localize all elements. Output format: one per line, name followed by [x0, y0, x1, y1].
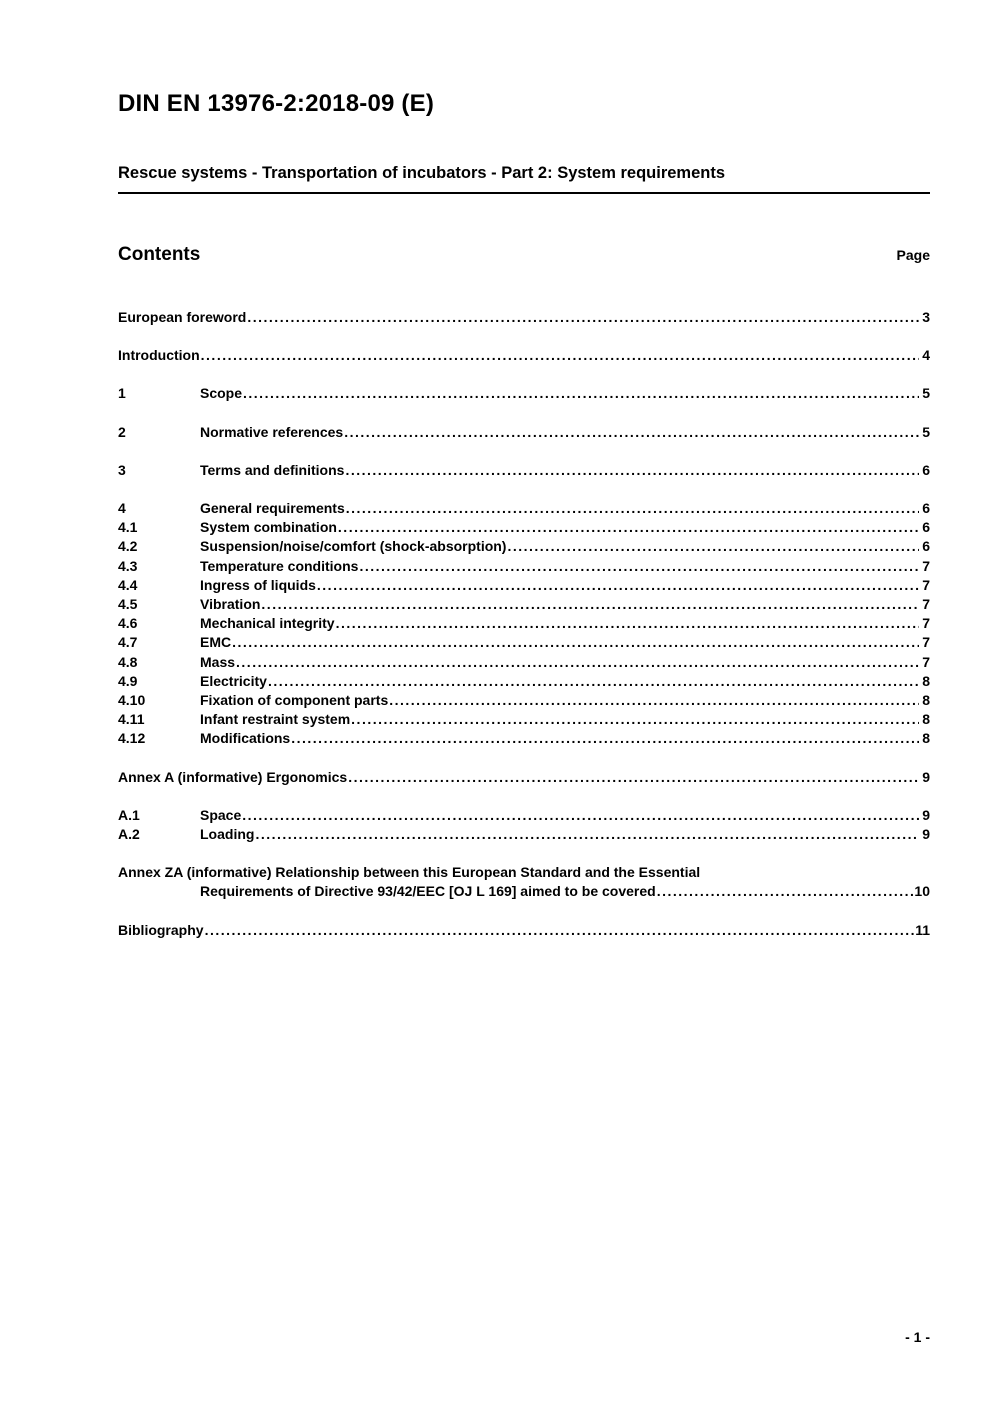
toc-entry-page: 6: [922, 461, 930, 478]
toc-entry-page: 7: [922, 596, 930, 613]
toc-entry-line: [118, 461, 930, 480]
toc-entry-body: [200, 614, 930, 633]
toc-dot-leader: [348, 768, 919, 787]
document-subtitle: Rescue systems - Transportation of incubators - Part 2: System requirements: [118, 164, 930, 194]
toc-entry-number: 4.5: [118, 596, 138, 613]
contents-header: [118, 244, 930, 266]
toc-entry-body: [200, 537, 930, 556]
toc-entry-line: [118, 384, 930, 403]
toc-dot-leader: [268, 672, 919, 691]
toc-entry: [118, 729, 930, 748]
toc-entry-body: [200, 499, 930, 518]
toc-entry-body: [200, 576, 930, 595]
toc-dot-leader: [247, 308, 919, 327]
toc-entry-label: Fixation of component parts: [200, 692, 389, 709]
document-title: DIN EN 13976-2:2018-09 (E): [118, 90, 435, 117]
toc-entry: [118, 308, 930, 327]
toc-entry-label: European foreword: [118, 309, 247, 325]
toc-entry: [118, 595, 930, 614]
toc-entry-page: 6: [922, 500, 930, 517]
toc-entry-page: 11: [915, 921, 930, 938]
toc-dot-leader: [344, 423, 919, 442]
table-of-contents: [118, 308, 930, 940]
toc-dot-leader: [336, 614, 919, 633]
toc-entry-label: Mechanical integrity: [200, 615, 335, 632]
toc-entry-body: [200, 518, 930, 537]
toc-dot-leader: [507, 537, 919, 556]
toc-entry-body: [200, 691, 930, 710]
toc-entry-label: Temperature conditions: [200, 557, 359, 574]
toc-entry-line: [118, 557, 930, 576]
toc-entry-body: [118, 921, 930, 940]
toc-entry-number: 4.10: [118, 692, 146, 709]
toc-entry: [118, 499, 930, 518]
toc-entry-label: Suspension/noise/comfort (shock-absorption): [200, 538, 507, 555]
toc-dot-leader: [243, 384, 919, 403]
toc-entry-number: 4.3: [118, 557, 138, 574]
toc-entry-line: [118, 423, 930, 442]
toc-entry-label: Electricity: [200, 672, 267, 689]
toc-entry-label: Annex ZA (informative) Relationship between this European Standard and the Essential: [118, 864, 701, 881]
toc-entry-line: [118, 710, 930, 729]
toc-entry-body: [118, 346, 930, 365]
toc-entry-line: [118, 691, 930, 710]
toc-entry-number: 4.11: [118, 711, 145, 728]
toc-entry-line: [118, 499, 930, 518]
toc-entry-label: Loading: [200, 826, 255, 843]
toc-entry-page: 6: [922, 519, 930, 536]
toc-entry: [118, 633, 930, 652]
toc-entry-label: Scope: [200, 385, 243, 402]
toc-entry-body: [200, 384, 930, 403]
toc-entry-body: [118, 768, 930, 787]
toc-entry-line: [118, 672, 930, 691]
toc-entry-line: [118, 633, 930, 652]
toc-entry-page: 5: [922, 385, 930, 402]
toc-entry-body: [200, 672, 930, 691]
toc-entry-page: 10: [914, 883, 930, 900]
toc-dot-leader: [201, 346, 919, 365]
toc-entry-label: Mass: [200, 653, 236, 670]
toc-entry-number: 4.6: [118, 615, 138, 632]
toc-entry-body: [200, 633, 930, 652]
toc-dot-leader: [255, 825, 919, 844]
page-number-footer: - 1 -: [905, 1329, 930, 1345]
toc-entry-body: [200, 729, 930, 748]
toc-entry-page: 7: [922, 634, 930, 651]
toc-entry-body: [118, 863, 930, 882]
toc-entry-label: Infant restraint system: [200, 711, 351, 728]
toc-entry-label: Bibliography: [118, 921, 204, 938]
toc-entry: [118, 825, 930, 844]
toc-entry-body: [118, 308, 930, 327]
toc-entry-body: [200, 653, 930, 672]
toc-entry-label: Requirements of Directive 93/42/EEC [OJ L 169] aimed to be covered: [200, 883, 656, 900]
toc-entry-label: Vibration: [200, 596, 261, 613]
toc-entry-number: A.2: [118, 826, 140, 843]
toc-entry-page: 7: [922, 653, 930, 670]
toc-entry-line: [118, 729, 930, 748]
toc-entry-page: 5: [922, 423, 930, 440]
toc-entry-page: 6: [922, 538, 930, 555]
toc-entry-line: [118, 806, 930, 825]
toc-entry-label: Normative references: [200, 423, 344, 440]
toc-entry-body: [200, 882, 930, 901]
toc-dot-leader: [657, 882, 914, 901]
toc-entry-label: EMC: [200, 634, 232, 651]
toc-entry-label: General requirements: [200, 500, 345, 517]
toc-dot-leader: [351, 710, 919, 729]
toc-entry: [118, 384, 930, 403]
toc-entry-page: 7: [922, 576, 930, 593]
toc-entry-number: 1: [118, 385, 126, 402]
toc-entry: [118, 518, 930, 537]
toc-entry-line: [118, 882, 930, 901]
toc-entry: [118, 672, 930, 691]
toc-entry-page: 9: [922, 826, 930, 843]
toc-entry-line: [118, 595, 930, 614]
toc-entry-page: 8: [922, 711, 930, 728]
toc-entry-number: 4.1: [118, 519, 138, 536]
toc-entry-number: 2: [118, 423, 126, 440]
toc-entry-body: [200, 710, 930, 729]
toc-dot-leader: [291, 729, 919, 748]
toc-dot-leader: [232, 633, 919, 652]
toc-dot-leader: [205, 921, 915, 940]
toc-entry-body: [200, 461, 930, 480]
toc-dot-leader: [317, 576, 919, 595]
toc-entry-label: Space: [200, 806, 242, 823]
toc-entry-label: System combination: [200, 519, 337, 536]
toc-entry-line: [118, 825, 930, 844]
toc-entry-body: [200, 557, 930, 576]
toc-entry: [118, 710, 930, 729]
toc-entry-number: 3: [118, 461, 126, 478]
toc-entry: [118, 691, 930, 710]
toc-entry-number: 4: [118, 500, 126, 517]
toc-entry-page: 8: [922, 730, 930, 747]
toc-entry-body: [200, 806, 930, 825]
toc-entry-line: [118, 537, 930, 556]
toc-entry-label: Modifications: [200, 730, 291, 747]
toc-entry-line: [118, 308, 930, 327]
toc-entry: [118, 863, 930, 901]
toc-entry-number: 4.7: [118, 634, 138, 651]
toc-entry: [118, 653, 930, 672]
contents-heading: Contents: [118, 244, 201, 265]
toc-entry-page: 7: [922, 557, 930, 574]
toc-entry-page: 9: [922, 806, 930, 823]
toc-dot-leader: [236, 653, 919, 672]
toc-entry-page: 7: [922, 615, 930, 632]
toc-entry-page: 8: [922, 692, 930, 709]
toc-entry: [118, 346, 930, 365]
toc-entry-number: 4.2: [118, 538, 138, 555]
toc-entry-line: [118, 653, 930, 672]
toc-entry-line: [118, 576, 930, 595]
toc-entry-page: 8: [922, 672, 930, 689]
toc-entry-line: [118, 518, 930, 537]
toc-entry: [118, 921, 930, 940]
toc-entry-number: 4.8: [118, 653, 138, 670]
toc-dot-leader: [359, 557, 919, 576]
toc-dot-leader: [345, 461, 919, 480]
toc-entry-number: 4.12: [118, 730, 146, 747]
toc-entry: [118, 768, 930, 787]
toc-entry: [118, 557, 930, 576]
toc-entry-body: [200, 825, 930, 844]
toc-dot-leader: [338, 518, 919, 537]
toc-entry-label: Annex A (informative) Ergonomics: [118, 768, 348, 785]
toc-entry-line: [118, 921, 930, 940]
toc-dot-leader: [261, 595, 919, 614]
toc-entry: [118, 537, 930, 556]
toc-entry-line: [118, 863, 930, 882]
toc-dot-leader: [346, 499, 919, 518]
toc-entry-label: Introduction: [118, 347, 200, 364]
toc-entry-body: [200, 423, 930, 442]
toc-entry-label: Ingress of liquids: [200, 576, 316, 593]
toc-dot-leader: [242, 806, 919, 825]
toc-entry-line: [118, 346, 930, 365]
toc-entry-number: 4.4: [118, 576, 138, 593]
toc-entry-page: 9: [922, 768, 930, 785]
toc-entry-page: 3: [922, 309, 930, 325]
toc-entry-number: 4.9: [118, 672, 138, 689]
page-column-label: Page: [896, 247, 930, 263]
toc-entry: [118, 576, 930, 595]
toc-entry: [118, 423, 930, 442]
toc-entry-label: Terms and definitions: [200, 461, 345, 478]
toc-dot-leader: [389, 691, 919, 710]
toc-entry-line: [118, 768, 930, 787]
toc-entry: [118, 461, 930, 480]
toc-entry: [118, 806, 930, 825]
toc-entry-body: [200, 595, 930, 614]
toc-entry: [118, 614, 930, 633]
toc-entry-number: A.1: [118, 806, 140, 823]
toc-entry-line: [118, 614, 930, 633]
toc-entry-page: 4: [922, 347, 930, 364]
